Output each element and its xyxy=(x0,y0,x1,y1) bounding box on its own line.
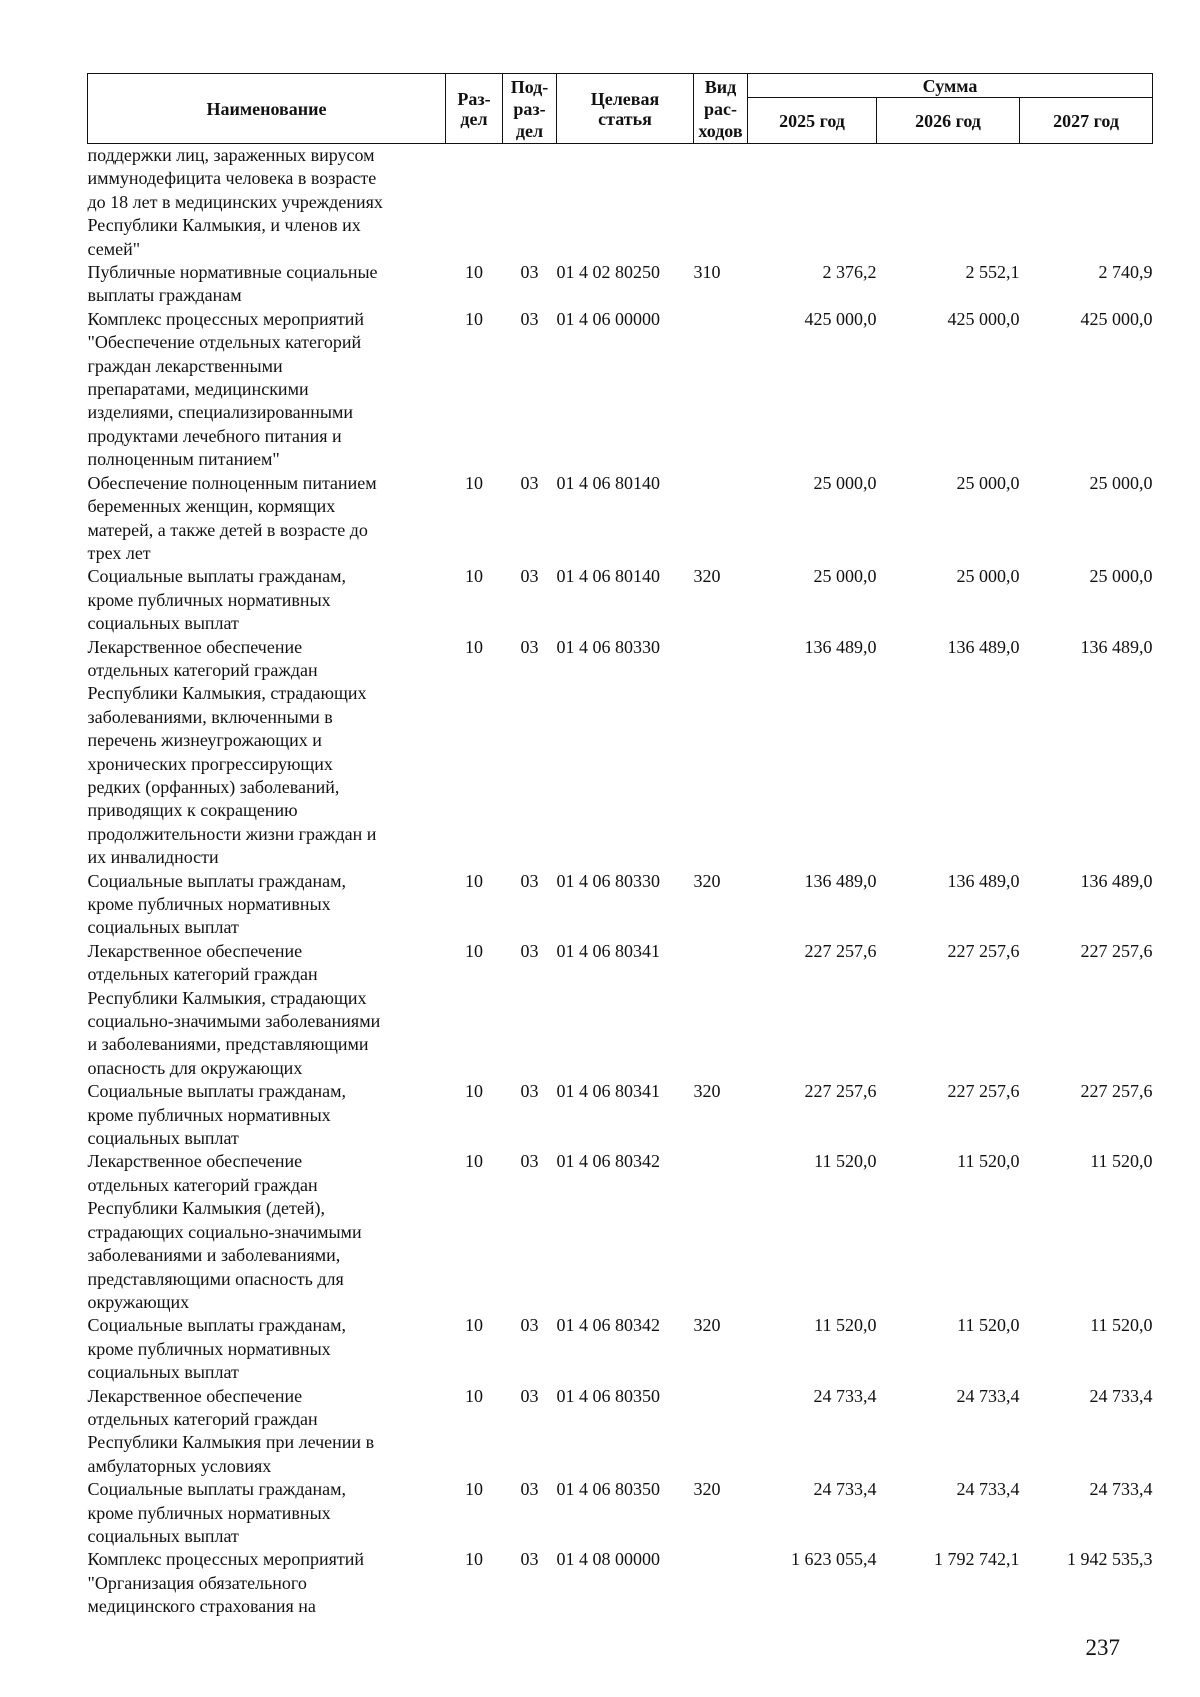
row-name xyxy=(88,261,446,308)
table-row xyxy=(88,1385,1153,1479)
row-razdel: 10 xyxy=(465,1479,483,1500)
row-vid xyxy=(694,636,748,870)
row-name xyxy=(88,1314,446,1384)
row-name-text: Комплекс процессных мероприятий "Обеспечение отдельных категорий граждан лекарственными препаратами, медицинскими изделиями, специализированными продуктами лечебного питания и полноценным питанием" xyxy=(87,308,365,470)
table-row xyxy=(88,940,1153,1080)
row-razdel: 10 xyxy=(465,636,483,657)
row-article: 01 4 06 80341 xyxy=(556,1081,660,1102)
header-article: Целевая статья xyxy=(557,74,694,144)
row-razdel: 10 xyxy=(465,472,483,493)
row-name-text: Социальные выплаты гражданам, кроме публичных нормативных социальных выплат xyxy=(87,1081,346,1149)
row-name-text: Публичные нормативные социальные выплаты гражданам xyxy=(87,262,378,306)
row-amount-2025: 227 257,6 xyxy=(804,940,877,961)
row-amount-2027: 227 257,6 xyxy=(1080,1081,1153,1102)
row-amount-2027: 425 000,0 xyxy=(1080,308,1153,329)
row-amount-2026: 24 733,4 xyxy=(956,1479,1020,1500)
row-podrazdel xyxy=(503,144,557,262)
row-amount-2026: 136 489,0 xyxy=(947,636,1020,657)
row-razdel: 10 xyxy=(465,1151,483,1172)
row-article: 01 4 06 80341 xyxy=(556,940,660,961)
row-vid: 320 xyxy=(693,870,721,891)
row-name xyxy=(88,1150,446,1314)
row-amount-2025: 136 489,0 xyxy=(804,870,877,891)
row-name xyxy=(88,1478,446,1548)
row-amount-2027: 25 000,0 xyxy=(1089,566,1153,587)
header-year-2027: 2027 год xyxy=(1020,98,1153,144)
row-name xyxy=(88,1080,446,1150)
row-razdel: 10 xyxy=(465,566,483,587)
row-article: 01 4 06 80350 xyxy=(556,1385,660,1406)
row-vid xyxy=(694,940,748,1080)
row-vid: 320 xyxy=(693,1081,721,1102)
table-row xyxy=(88,636,1153,870)
row-article: 01 4 08 00000 xyxy=(556,1549,660,1570)
row-podrazdel: 03 xyxy=(520,1385,539,1406)
row-amount-2026: 425 000,0 xyxy=(947,308,1020,329)
header-name: Наименование xyxy=(88,74,446,144)
row-name-text: Лекарственное обеспечение отдельных категорий граждан Республики Калмыкия, страдающих заболеваниями, включенными в перечень жизнеугрожающих и хронических прогрессирующих редких (орфанных) заболеваний, приводящих к сокращению продолжительности жизни граждан и их инвалидности xyxy=(87,636,377,868)
row-podrazdel: 03 xyxy=(520,870,539,891)
row-name xyxy=(88,940,446,1080)
row-razdel: 10 xyxy=(465,1315,483,1336)
row-article: 01 4 06 80140 xyxy=(556,472,660,493)
budget-table xyxy=(87,73,1153,1619)
row-name xyxy=(88,1385,446,1479)
row-podrazdel: 03 xyxy=(520,262,539,283)
row-name-text: Социальные выплаты гражданам, кроме публичных нормативных социальных выплат xyxy=(87,1315,346,1383)
row-podrazdel: 03 xyxy=(520,1549,539,1570)
row-vid: 320 xyxy=(693,1479,721,1500)
row-amount-2025: 2 376,2 xyxy=(822,262,877,283)
row-podrazdel: 03 xyxy=(520,308,539,329)
row-vid xyxy=(694,1150,748,1314)
table-row xyxy=(88,1478,1153,1548)
row-amount-2026: 227 257,6 xyxy=(947,940,1020,961)
row-podrazdel: 03 xyxy=(520,566,539,587)
row-amount-2025: 25 000,0 xyxy=(813,566,877,587)
row-amount-2026: 11 520,0 xyxy=(957,1151,1020,1172)
row-razdel: 10 xyxy=(465,940,483,961)
row-amount-2027: 136 489,0 xyxy=(1080,870,1153,891)
header-podrazdel: Под- раз- дел xyxy=(503,74,557,144)
row-amount-2026 xyxy=(877,144,1020,262)
table-row xyxy=(88,565,1153,635)
table-row xyxy=(88,1314,1153,1384)
row-amount-2025 xyxy=(748,144,877,262)
row-podrazdel: 03 xyxy=(520,940,539,961)
row-vid xyxy=(694,308,748,472)
row-name-text: Социальные выплаты гражданам, кроме публичных нормативных социальных выплат xyxy=(87,566,346,634)
row-article: 01 4 06 80140 xyxy=(556,566,660,587)
row-name-text: Лекарственное обеспечение отдельных категорий граждан Республики Калмыкия при лечении в амбулаторных условиях xyxy=(87,1385,375,1476)
table-row xyxy=(88,261,1153,308)
row-razdel xyxy=(446,144,503,262)
row-amount-2025: 25 000,0 xyxy=(813,472,877,493)
row-amount-2027: 11 520,0 xyxy=(1090,1315,1153,1336)
row-podrazdel: 03 xyxy=(520,1315,539,1336)
row-razdel: 10 xyxy=(465,1385,483,1406)
row-article: 01 4 06 00000 xyxy=(556,308,660,329)
row-amount-2026: 136 489,0 xyxy=(947,870,1020,891)
table-header xyxy=(88,74,1153,144)
row-razdel: 10 xyxy=(465,1549,483,1570)
row-podrazdel: 03 xyxy=(520,636,539,657)
row-amount-2027: 11 520,0 xyxy=(1090,1151,1153,1172)
row-amount-2026: 11 520,0 xyxy=(957,1315,1020,1336)
row-vid xyxy=(694,1548,748,1618)
row-article: 01 4 06 80330 xyxy=(556,870,660,891)
row-amount-2025: 24 733,4 xyxy=(813,1479,877,1500)
row-amount-2025: 11 520,0 xyxy=(814,1151,877,1172)
header-year-2025: 2025 год xyxy=(748,98,877,144)
row-amount-2027: 24 733,4 xyxy=(1089,1479,1153,1500)
table-body xyxy=(88,144,1153,1619)
row-vid xyxy=(694,472,748,566)
row-name xyxy=(88,144,446,262)
header-vid: Вид рас- ходов xyxy=(694,74,748,144)
row-name xyxy=(88,870,446,940)
table-row xyxy=(88,1080,1153,1150)
row-amount-2026: 2 552,1 xyxy=(965,262,1020,283)
row-amount-2025: 227 257,6 xyxy=(804,1081,877,1102)
row-amount-2027: 2 740,9 xyxy=(1098,262,1153,283)
row-name-text: Лекарственное обеспечение отдельных категорий граждан Республики Калмыкия (детей), страдающих социально-значимыми заболеваниями и заболеваниями, представляющими опасность для окружающих xyxy=(87,1151,362,1312)
row-amount-2026: 24 733,4 xyxy=(956,1385,1020,1406)
table-row xyxy=(88,472,1153,566)
row-podrazdel: 03 xyxy=(520,1151,539,1172)
row-podrazdel: 03 xyxy=(520,1081,539,1102)
row-vid xyxy=(694,1385,748,1479)
row-amount-2027: 227 257,6 xyxy=(1080,940,1153,961)
table-row xyxy=(88,144,1153,262)
header-sum: Сумма xyxy=(748,74,1153,98)
table-row xyxy=(88,308,1153,472)
row-name-text: Социальные выплаты гражданам, кроме публичных нормативных социальных выплат xyxy=(87,1479,346,1546)
row-amount-2027: 25 000,0 xyxy=(1089,472,1153,493)
row-article: 01 4 06 80350 xyxy=(556,1479,660,1500)
row-article: 01 4 02 80250 xyxy=(556,262,660,283)
row-razdel: 10 xyxy=(465,1081,483,1102)
row-name xyxy=(88,472,446,566)
row-amount-2025: 425 000,0 xyxy=(804,308,877,329)
row-article xyxy=(557,144,694,262)
row-article: 01 4 06 80342 xyxy=(556,1315,660,1336)
row-amount-2027: 136 489,0 xyxy=(1080,636,1153,657)
row-name xyxy=(88,1548,446,1618)
table-row xyxy=(88,1548,1153,1618)
row-razdel: 10 xyxy=(465,262,483,283)
row-vid: 320 xyxy=(693,1315,721,1336)
row-vid xyxy=(694,144,748,262)
row-article: 01 4 06 80330 xyxy=(556,636,660,657)
row-amount-2027: 24 733,4 xyxy=(1089,1385,1153,1406)
row-amount-2026: 227 257,6 xyxy=(947,1081,1020,1102)
header-razdel: Раз- дел xyxy=(446,74,503,144)
row-amount-2025: 1 623 055,4 xyxy=(791,1549,877,1570)
row-vid: 310 xyxy=(693,262,721,283)
row-vid: 320 xyxy=(693,566,721,587)
row-name xyxy=(88,308,446,472)
row-name-text: Комплекс процессных мероприятий "Организация обязательного медицинского страхования на xyxy=(87,1549,365,1617)
row-name xyxy=(88,636,446,870)
row-podrazdel: 03 xyxy=(520,472,539,493)
table-row xyxy=(88,1150,1153,1314)
row-amount-2026: 25 000,0 xyxy=(956,566,1020,587)
row-amount-2026: 25 000,0 xyxy=(956,472,1020,493)
row-amount-2027 xyxy=(1020,144,1153,262)
row-podrazdel: 03 xyxy=(520,1479,539,1500)
row-amount-2026: 1 792 742,1 xyxy=(934,1549,1020,1570)
row-name xyxy=(88,565,446,635)
row-razdel: 10 xyxy=(465,308,483,329)
row-amount-2025: 136 489,0 xyxy=(804,636,877,657)
row-amount-2025: 24 733,4 xyxy=(813,1385,877,1406)
row-article: 01 4 06 80342 xyxy=(556,1151,660,1172)
row-name-text: Обеспечение полноценным питанием беременных женщин, кормящих матерей, а также детей в возрасте до трех лет xyxy=(87,472,377,563)
row-amount-2027: 1 942 535,3 xyxy=(1067,1549,1153,1570)
row-amount-2025: 11 520,0 xyxy=(814,1315,877,1336)
row-name-text: Социальные выплаты гражданам, кроме публичных нормативных социальных выплат xyxy=(87,870,346,938)
page-number: 237 xyxy=(1085,1635,1120,1660)
row-name-text: поддержки лиц, зараженных вирусом иммунодефицита человека в возрасте до 18 лет в медицинских учреждениях Республики Калмыкия, и членов их семей" xyxy=(87,145,383,259)
header-year-2026: 2026 год xyxy=(877,98,1020,144)
table-row xyxy=(88,870,1153,940)
row-razdel: 10 xyxy=(465,870,483,891)
row-name-text: Лекарственное обеспечение отдельных категорий граждан Республики Калмыкия, страдающих социально-значимыми заболеваниями и заболеваниями, представляющими опасность для окружающих xyxy=(87,940,381,1078)
